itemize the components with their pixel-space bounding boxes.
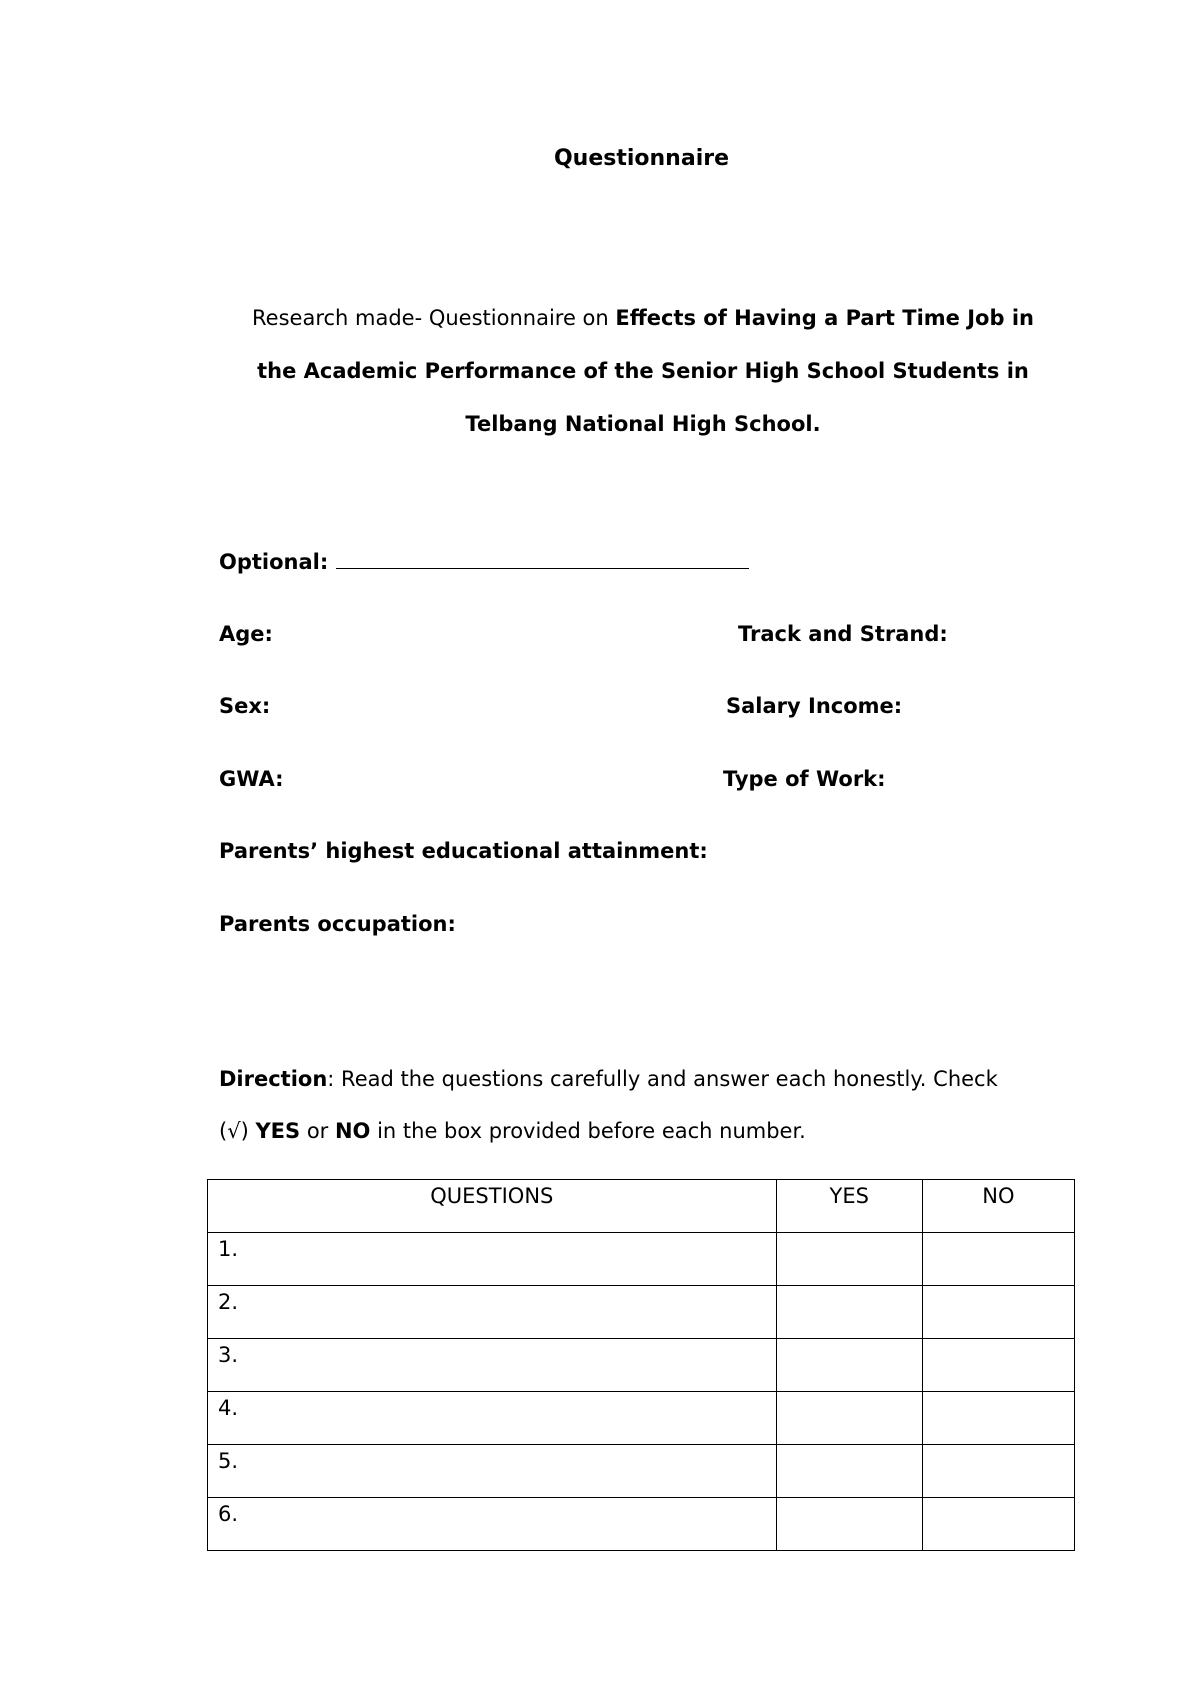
optional-field xyxy=(219,550,749,574)
intro-topic-line2: the Academic Performance of the Senior High School Students in xyxy=(257,359,1029,383)
gwa-label: GWA: xyxy=(219,767,284,791)
table-row xyxy=(208,1286,1075,1339)
header-yes: YES xyxy=(776,1180,922,1233)
table-header-row xyxy=(208,1180,1075,1233)
yes-checkbox-cell[interactable] xyxy=(776,1339,922,1392)
yes-checkbox-cell[interactable] xyxy=(776,1392,922,1445)
parents-occupation-label: Parents occupation: xyxy=(219,912,456,936)
table-row xyxy=(208,1233,1075,1286)
direction-no: NO xyxy=(334,1119,371,1143)
no-checkbox-cell[interactable] xyxy=(922,1392,1074,1445)
question-number: 3. xyxy=(208,1339,777,1392)
question-number: 5. xyxy=(208,1445,777,1498)
direction-or: or xyxy=(300,1119,335,1143)
question-number: 6. xyxy=(208,1498,777,1551)
no-checkbox-cell[interactable] xyxy=(922,1233,1074,1286)
table-row xyxy=(208,1498,1075,1551)
direction-line2 xyxy=(219,1105,998,1157)
no-checkbox-cell[interactable] xyxy=(922,1445,1074,1498)
no-checkbox-cell[interactable] xyxy=(922,1498,1074,1551)
direction-text2: in the box provided before each number. xyxy=(370,1119,806,1143)
table-row xyxy=(208,1339,1075,1392)
table-row xyxy=(208,1445,1075,1498)
intro-prefix: Research made- Questionnaire on xyxy=(252,306,616,330)
sex-label: Sex: xyxy=(219,694,271,718)
direction-yes: YES xyxy=(255,1119,301,1143)
optional-label: Optional: xyxy=(219,550,329,574)
page-title: Questionnaire xyxy=(553,146,730,171)
intro-paragraph xyxy=(200,292,1086,451)
questions-table xyxy=(207,1179,1075,1551)
question-number: 2. xyxy=(208,1286,777,1339)
intro-topic-line1: Effects of Having a Part Time Job in xyxy=(615,306,1034,330)
track-strand-label: Track and Strand: xyxy=(738,622,948,646)
intro-topic-line3: Telbang National High School. xyxy=(465,412,821,436)
direction-label: Direction xyxy=(219,1067,328,1091)
direction-paragraph xyxy=(219,1053,998,1157)
no-checkbox-cell[interactable] xyxy=(922,1286,1074,1339)
parents-education-label: Parents’ highest educational attainment: xyxy=(219,839,708,863)
direction-line1 xyxy=(219,1053,998,1105)
table-row xyxy=(208,1392,1075,1445)
yes-checkbox-cell[interactable] xyxy=(776,1233,922,1286)
question-number: 1. xyxy=(208,1233,777,1286)
salary-income-label: Salary Income: xyxy=(726,694,903,718)
yes-checkbox-cell[interactable] xyxy=(776,1498,922,1551)
age-label: Age: xyxy=(219,622,273,646)
yes-checkbox-cell[interactable] xyxy=(776,1445,922,1498)
direction-text1: : Read the questions carefully and answer each honestly. Check xyxy=(327,1067,998,1091)
optional-blank-line[interactable] xyxy=(336,550,749,569)
check-mark-symbol: (√) xyxy=(219,1119,256,1143)
no-checkbox-cell[interactable] xyxy=(922,1339,1074,1392)
type-of-work-label: Type of Work: xyxy=(723,767,886,791)
yes-checkbox-cell[interactable] xyxy=(776,1286,922,1339)
header-no: NO xyxy=(922,1180,1074,1233)
question-number: 4. xyxy=(208,1392,777,1445)
header-questions: QUESTIONS xyxy=(208,1180,777,1233)
